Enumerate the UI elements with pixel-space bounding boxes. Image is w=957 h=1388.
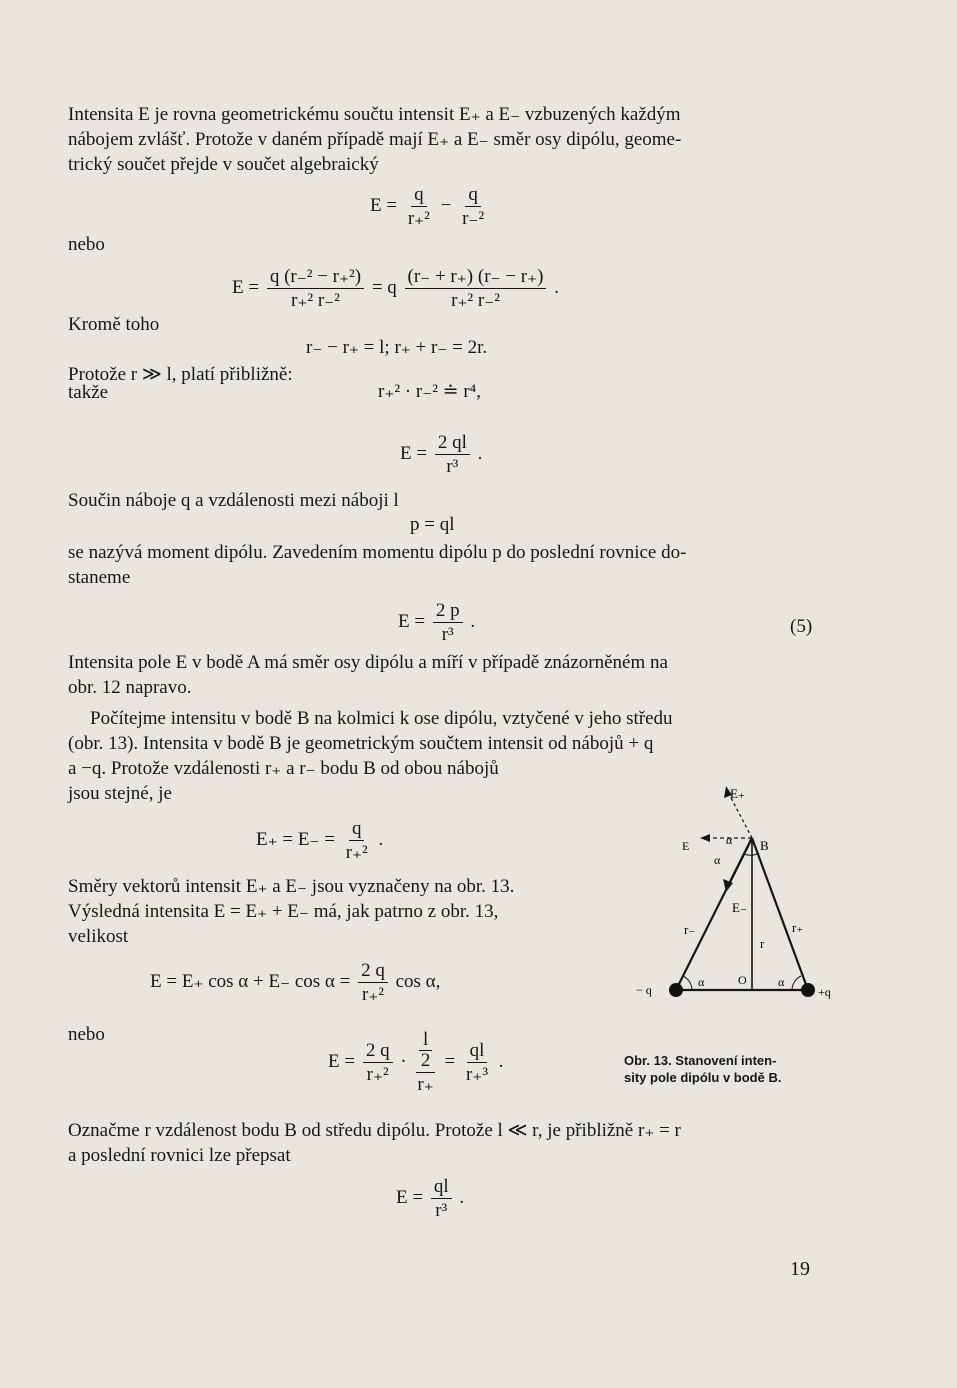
- fraction: $\frac{q}{\text{r₊²}}$: [345, 818, 368, 863]
- text-krome-toho: Kromě toho: [68, 314, 160, 335]
- paragraph-2: [68, 540, 820, 590]
- text-line: se nazývá moment dipólu. Zavedením momentu dipólu p do poslední rovnice do-: [68, 542, 687, 563]
- figure-13-dipole-diagram: [628, 778, 846, 1026]
- equation-5: E = $\frac{2 ql}{\text{r³}}$ .: [400, 432, 483, 477]
- word-nebo: nebo: [68, 234, 105, 255]
- text-line: trický součet přejde v součet algebraický: [68, 154, 379, 175]
- fraction: $\frac{\text{q (r₋² − r₊²)}}{\text{r₊² r₋²}}$: [267, 266, 364, 311]
- fraction: $\frac{ql}{\text{r₊³}}$: [465, 1040, 489, 1085]
- text-soucin: Součin náboje q a vzdálenosti mezi náboji l: [68, 490, 399, 511]
- paragraph-5: [68, 874, 628, 949]
- equation-number-5: (5): [790, 616, 813, 637]
- arrowhead: [700, 834, 710, 842]
- word-nebo-2: nebo: [68, 1024, 105, 1045]
- line-r-plus: [752, 838, 808, 990]
- label-minus-q: − q: [636, 983, 652, 997]
- fraction: $\frac{(r_- + r_+) (r_- - r_+)}{\text{r₊² r₋²}}$: [405, 266, 547, 311]
- equation-11: E = $\frac{ql}{\text{r³}}$ .: [396, 1176, 465, 1221]
- equation-6: p = ql: [410, 514, 455, 535]
- text-line: obr. 12 napravo.: [68, 677, 192, 698]
- equation-1: E = $\frac{q}{\text{r₊²}}$ − $\frac{q}{\text{r₋²}}$: [370, 184, 490, 229]
- equation-2: E = $\frac{\text{q (r₋² − r₊²)}}{\text{r₊² r₋²}}$ = q $\frac{(r_- + r_+) (r_- - r_+)}{\text{r₊² r₋²}}$ .: [232, 266, 559, 311]
- paragraph-6: [68, 1118, 820, 1168]
- label-alpha: α: [714, 853, 721, 867]
- text-line: nábojem zvlášť. Protože v daném případě mají E₊ a E₋ směr osy dipólu, geome-: [68, 129, 682, 150]
- text-line: staneme: [68, 567, 131, 588]
- label-alpha: α: [726, 833, 733, 847]
- text-line: (obr. 13). Intensita v bodě B je geometrickým součtem intensit od nábojů + q: [68, 733, 654, 754]
- page-number: 19: [790, 1258, 810, 1280]
- equation-3: r₋ − r₊ = l; r₊ + r₋ = 2r.: [306, 337, 488, 358]
- fraction: $\frac{2 q}{\text{r₊²}}$: [363, 1040, 393, 1085]
- fraction: $\frac{q}{\text{r₊²}}$: [407, 184, 430, 229]
- angle-arc: [792, 976, 801, 990]
- fraction: l 2 r₊: [417, 1029, 434, 1095]
- label-o: O: [738, 973, 747, 987]
- word-takze: takže: [68, 382, 109, 403]
- figure-caption: Obr. 13. Stanovení inten- sity pole dipólu v bodě B.: [624, 1053, 782, 1085]
- angle-arc: [683, 976, 692, 990]
- text-line: a −q. Protože vzdálenosti r₊ a r₋ bodu B od obou nábojů: [68, 758, 499, 779]
- text-protoze: Protože r ≫ l, platí přibližně:: [68, 364, 293, 385]
- fraction: $\frac{2 q}{\text{r₊²}}$: [358, 960, 388, 1005]
- charge-plus-q: [801, 983, 815, 997]
- paragraph-3: [68, 650, 820, 700]
- fraction: $\frac{2 ql}{\text{r³}}$: [435, 432, 470, 477]
- equation-9: E = E₊ cos α + E₋ cos α = $\frac{2 q}{\text{r₊²}}$ cos α,: [150, 960, 441, 1005]
- text-line: Výsledná intensita E = E₊ + E₋ má, jak patrno z obr. 13,: [68, 901, 499, 922]
- label-e-minus: E₋: [732, 900, 747, 915]
- equation-7: E = $\frac{2 p}{\text{r³}}$ .: [398, 600, 476, 645]
- text-line: velikost: [68, 926, 129, 947]
- equation-8: E₊ = E₋ = $\frac{q}{\text{r₊²}}$ .: [256, 818, 384, 863]
- label-r-plus: r₊: [792, 920, 804, 935]
- text-line: a poslední rovnici lze přepsat: [68, 1145, 291, 1166]
- label-r: r: [760, 936, 765, 951]
- label-e-plus: E₊: [730, 786, 745, 801]
- fraction: $\frac{2 p}{\text{r³}}$: [433, 600, 463, 645]
- text-line: Počítejme intensitu v bodě B na kolmici k ose dipólu, vztyčené v jeho středu: [90, 708, 673, 729]
- label-plus-q: +q: [818, 985, 831, 999]
- paragraph-1: [68, 102, 820, 177]
- fraction: $\frac{ql}{\text{r³}}$: [431, 1176, 452, 1221]
- label-e: E: [682, 839, 690, 853]
- equation-4: r₊² · r₋² ≐ r⁴,: [378, 381, 482, 402]
- text-line: jsou stejné, je: [68, 783, 172, 804]
- charge-minus-q: [669, 983, 683, 997]
- text-line: Intensita E je rovna geometrickému součtu intensit E₊ a E₋ vzbuzených každým: [68, 104, 681, 125]
- label-r-minus: r₋: [684, 922, 696, 937]
- label-alpha: α: [698, 975, 705, 989]
- text-line: Směry vektorů intensit E₊ a E₋ jsou vyznačeny na obr. 13.: [68, 876, 515, 897]
- text-line: Označme r vzdálenost bodu B od středu dipólu. Protože l ≪ r, je přibližně r₊ = r: [68, 1120, 681, 1141]
- equation-10: E = $\frac{2 q}{\text{r₊²}}$ · l 2 r₊ = $\frac{ql}{\text{r₊³}}$ .: [328, 1029, 504, 1095]
- label-b: B: [760, 838, 769, 853]
- text-line: Intensita pole E v bodě A má směr osy dipólu a míří v případě znázorněném na: [68, 652, 668, 673]
- fraction: $\frac{q}{\text{r₋²}}$: [462, 184, 485, 229]
- label-alpha: α: [778, 975, 785, 989]
